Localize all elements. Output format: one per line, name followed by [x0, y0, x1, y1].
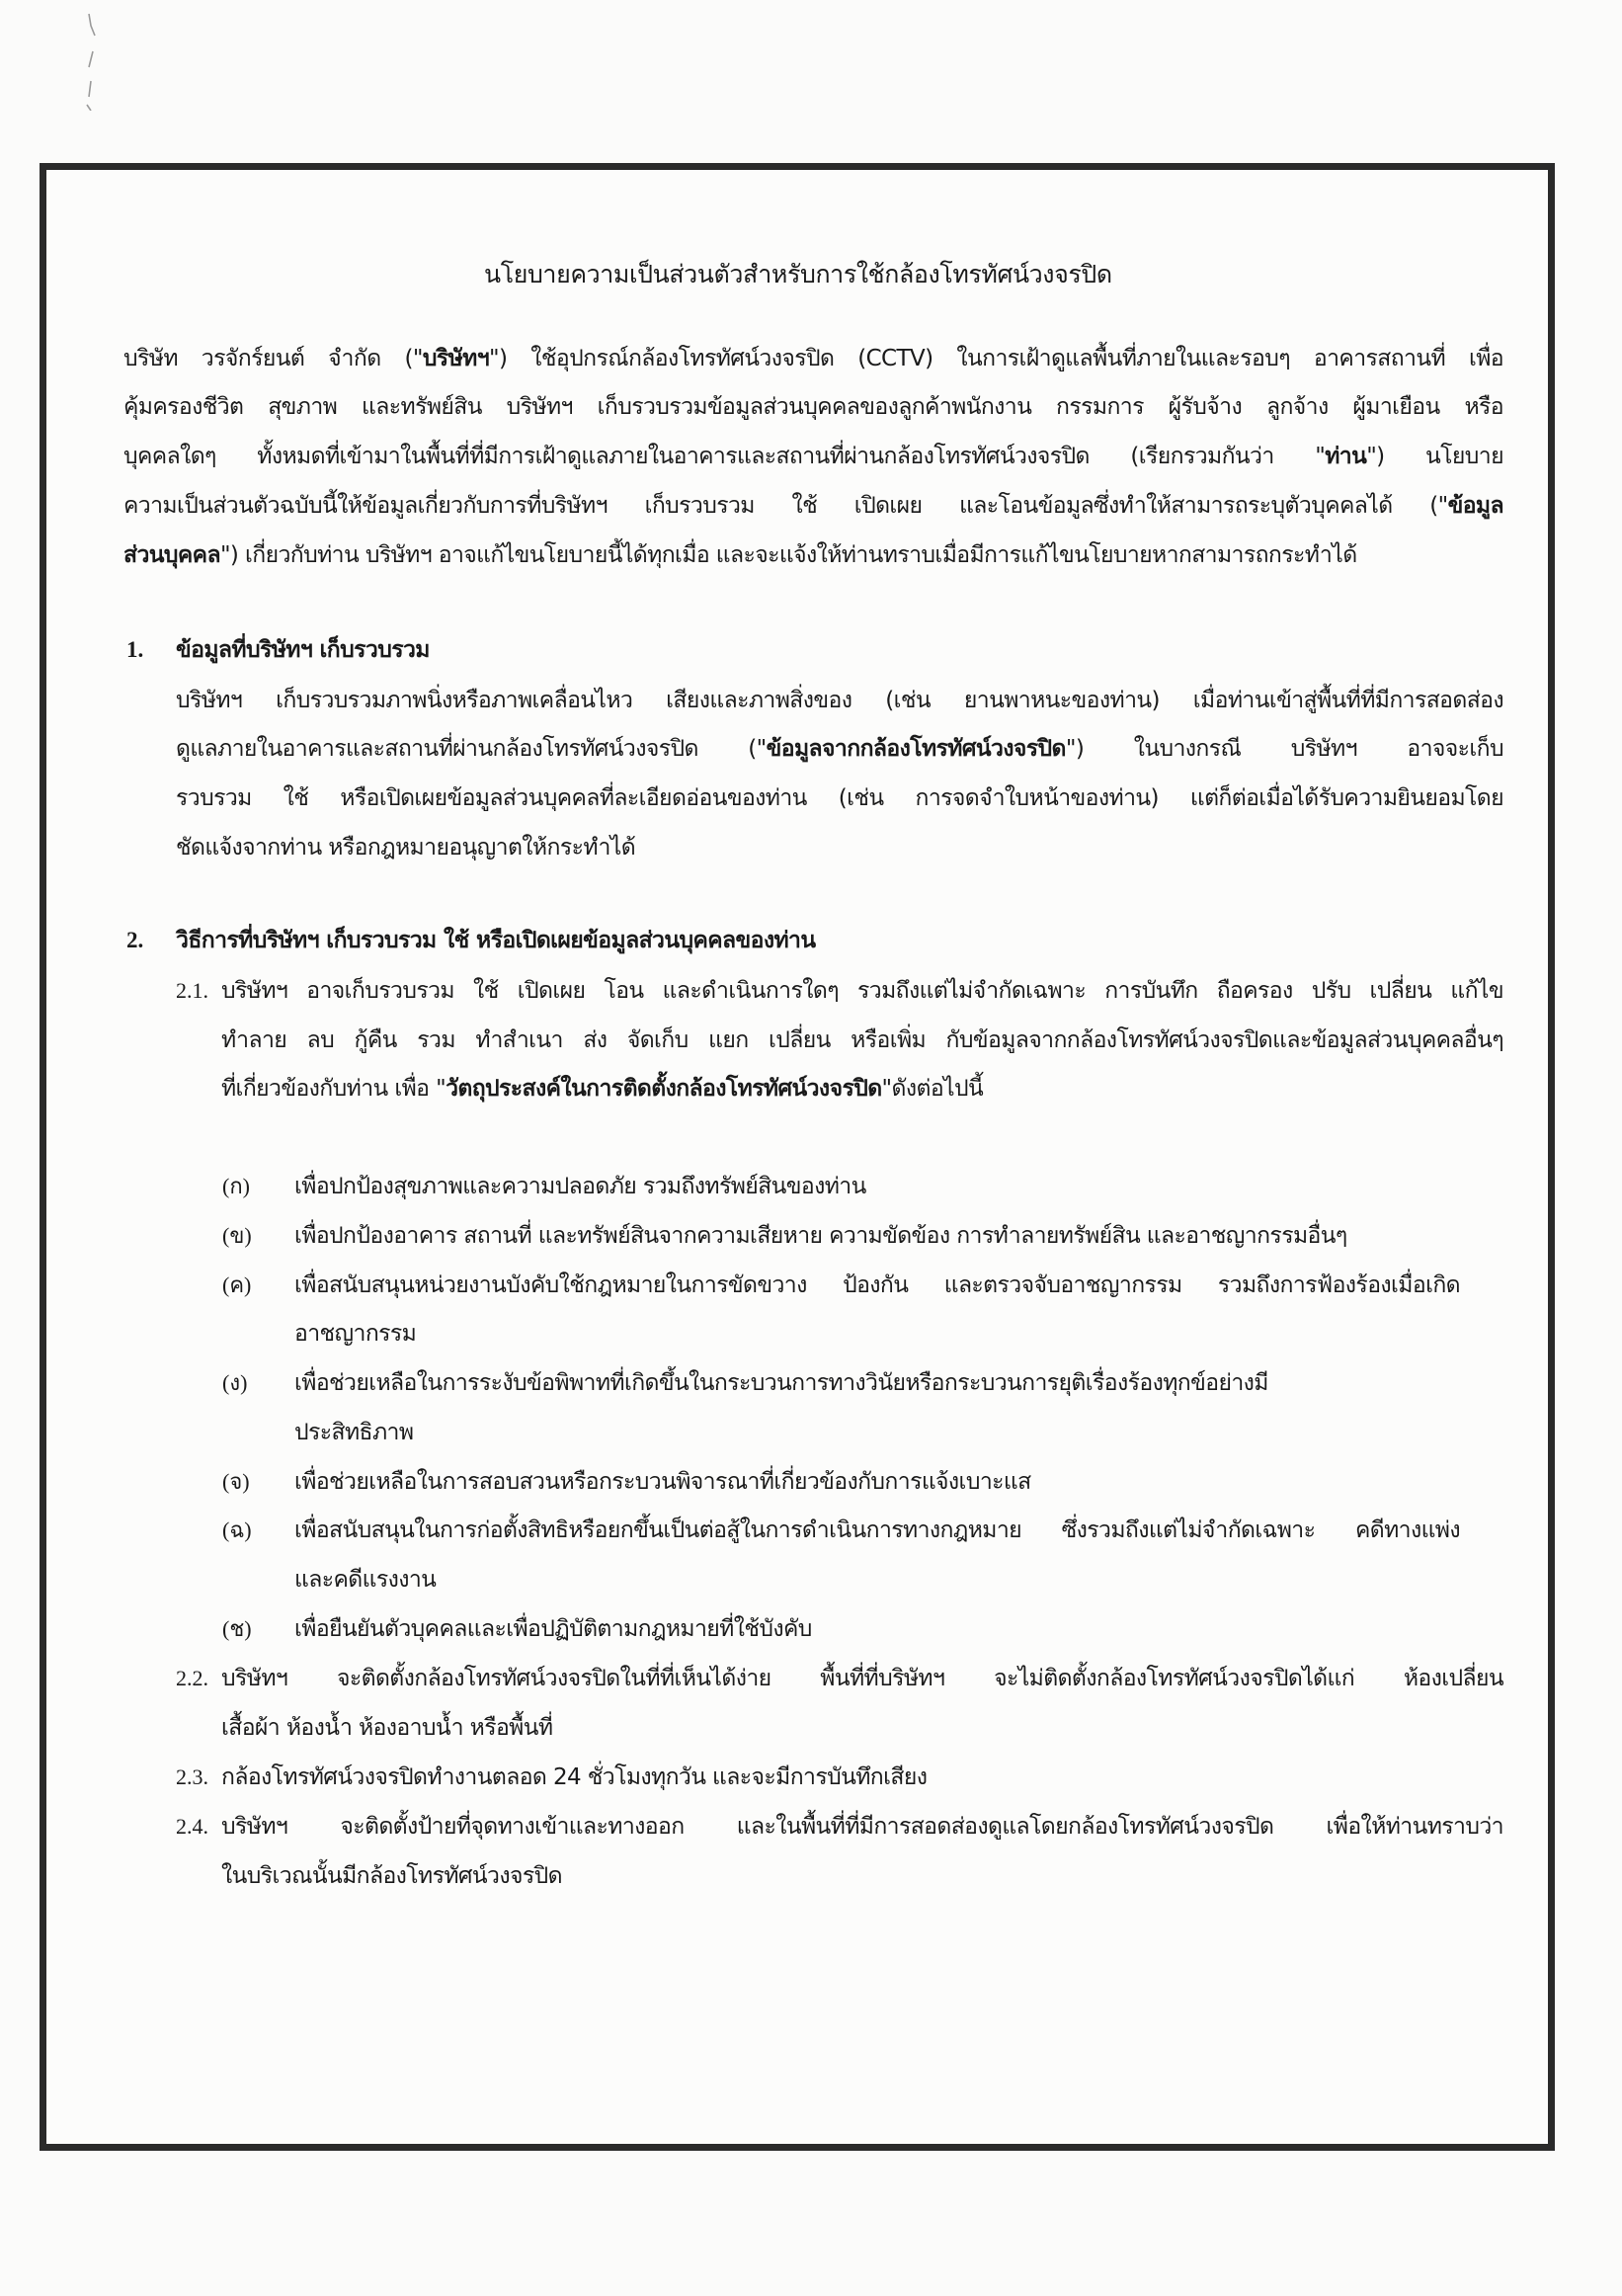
scan-artifact-mark [83, 12, 97, 111]
subsection-line [221, 1861, 562, 1891]
list-item-label: (ก) [222, 1174, 250, 1198]
text-run: บริษัท วรจักร์ยนต์ จำกัด (" [123, 346, 423, 371]
list-item-label: (ง) [222, 1370, 248, 1395]
section-number: 2. [126, 928, 144, 952]
list-item-text: เพื่อช่วยเหลือในการระงับข้อพิพาทที่เกิดขึ้นในกระบวนการทางวินัยหรือกระบวนการยุติเรื่องร้องทุกข์อย่างมี [294, 1370, 1268, 1396]
subsection-number: 2.3. [176, 1764, 208, 1789]
text-run: ทำลาย ลบ กู้คืน รวม ทำสำเนา ส่ง จัดเก็บ แยก เปลี่ยน หรือเพิ่ม กับข้อมูลจากกล้องโทรทัศน์วงจรปิดและข้อมูลส่วนบุคคลอื่นๆ [221, 1027, 1503, 1053]
list-item-label: (ฉ) [222, 1517, 252, 1542]
list-item-text: ประสิทธิภาพ [294, 1420, 414, 1445]
list-item-text: และคดีแรงงาน [294, 1567, 437, 1593]
document-title: นโยบายความเป็นส่วนตัวสำหรับการใช้กล้องโทรทัศน์วงจรปิด [484, 260, 1112, 288]
section-heading: ข้อมูลที่บริษัทฯ เก็บรวบรวม [176, 637, 430, 663]
subsection-line [221, 1713, 552, 1743]
subsection-line [221, 1664, 1503, 1693]
text-run: บริษัทฯ อาจเก็บรวบรวม ใช้ เปิดเผย โอน และดำเนินการใดๆ รวมถึงแต่ไม่จำกัดเฉพาะ การบันทึก ถือครอง ปรับ เปลี่ยน แก้ไข [221, 978, 1503, 1004]
preamble-line [123, 540, 1357, 570]
text-run: ") ใช้อุปกรณ์กล้องโทรทัศน์วงจรปิด (CCTV) ในการเฝ้าดูแลพื้นที่ภายในและรอบๆ อาคารสถานที่ เพื่อ [489, 346, 1503, 371]
text-run: ที่เกี่ยวข้องกับท่าน เพื่อ " [221, 1076, 446, 1102]
list-item-text: เพื่อยืนยันตัวบุคคลและเพื่อปฏิบัติตามกฎหมายที่ใช้บังคับ [294, 1616, 812, 1642]
text-run: ") เกี่ยวกับท่าน บริษัทฯ อาจแก้ไขนโยบายนี้ได้ทุกเมื่อ และจะแจ้งให้ท่านทราบเมื่อมีการแก้ไขนโยบายหากสามารถกระทำได้ [219, 542, 1357, 568]
list-item-text: เพื่อสนับสนุนในการก่อตั้งสิทธิหรือยกขึ้นเป็นต่อสู้ในการดำเนินการทางกฎหมาย ซึ่งรวมถึงแต่ไม่จำกัดเฉพาะ คดีทางแพ่ง [294, 1517, 1460, 1543]
subsection-number: 2.4. [176, 1814, 208, 1839]
text-run: คุ้มครองชีวิต สุขภาพ และทรัพย์สิน บริษัทฯ เก็บรวบรวมข้อมูลส่วนบุคคลของลูกค้าพนักงาน กรรมการ ผู้รับจ้าง ลูกจ้าง ผู้มาเยือน หรือ [123, 394, 1503, 420]
bold-term: ส่วนบุคคล [123, 542, 220, 568]
text-run: ในบริเวณนั้นมีกล้องโทรทัศน์วงจรปิด [221, 1863, 562, 1889]
text-run: "ดังต่อไปนี้ [881, 1076, 984, 1102]
section-body-line [176, 783, 1503, 813]
list-item-text: เพื่อปกป้องสุขภาพและความปลอดภัย รวมถึงทรัพย์สินของท่าน [294, 1174, 866, 1199]
list-item-text: อาชญากรรม [294, 1321, 417, 1347]
text-run: บริษัทฯ จะติดตั้งกล้องโทรทัศน์วงจรปิดในที่ที่เห็นได้ง่าย พื้นที่ที่บริษัทฯ จะไม่ติดตั้งกล้องโทรทัศน์วงจรปิดได้แก่ ห้องเปลี่ยน [221, 1666, 1503, 1691]
section-body-line [176, 686, 1503, 715]
text-run: รวบรวม ใช้ หรือเปิดเผยข้อมูลส่วนบุคคลที่ละเอียดอ่อนของท่าน (เช่น การจดจำใบหน้าของท่าน) แต่ก็ต่อเมื่อได้รับความยินยอมโดย [176, 785, 1503, 811]
text-run: ") ในบางกรณี บริษัทฯ อาจจะเก็บ [1065, 736, 1503, 762]
preamble-line [123, 392, 1503, 422]
section-body-line [176, 833, 635, 862]
subsection-line [221, 976, 1503, 1006]
list-item-label: (ค) [222, 1272, 252, 1297]
preamble-line [123, 442, 1503, 471]
text-run: บริษัทฯ เก็บรวบรวมภาพนิ่งหรือภาพเคลื่อนไหว เสียงและภาพสิ่งของ (เช่น ยานพาหนะของท่าน) เมื่อท่านเข้าสู่พื้นที่ที่มีการสอดส่อง [176, 688, 1503, 713]
text-run: ") นโยบาย [1366, 444, 1503, 469]
text-run: เสื้อผ้า ห้องน้ำ ห้องอาบน้ำ หรือพื้นที่ [221, 1715, 553, 1741]
bold-term: ข้อมูลจากกล้องโทรทัศน์วงจรปิด [766, 736, 1066, 762]
list-item-text: เพื่อปกป้องอาคาร สถานที่ และทรัพย์สินจากความเสียหาย ความขัดข้อง การทำลายทรัพย์สิน และอาชญากรรมอื่นๆ [294, 1223, 1347, 1249]
list-item-label: (ช) [222, 1616, 252, 1641]
subsection-number: 2.2. [176, 1666, 208, 1690]
text-run: บริษัทฯ จะติดตั้งป้ายที่จุดทางเข้าและทางออก และในพื้นที่ที่มีการสอดส่องดูแลโดยกล้องโทรทัศน์วงจรปิด เพื่อให้ท่านทราบว่า [221, 1814, 1503, 1840]
text-run: ดูแลภายในอาคารและสถานที่ผ่านกล้องโทรทัศน์วงจรปิด (" [176, 736, 767, 762]
subsection-number: 2.1. [176, 978, 208, 1003]
section-number: 1. [126, 637, 144, 662]
subsection-line [221, 1763, 927, 1792]
subsection-line [221, 1074, 983, 1104]
preamble-line [123, 491, 1503, 521]
list-item-text: เพื่อช่วยเหลือในการสอบสวนหรือกระบวนพิจารณาที่เกี่ยวข้องกับการแจ้งเบาะแส [294, 1469, 1031, 1495]
text-run: ชัดแจ้งจากท่าน หรือกฎหมายอนุญาตให้กระทำได้ [176, 835, 636, 861]
section-heading: วิธีการที่บริษัทฯ เก็บรวบรวม ใช้ หรือเปิดเผยข้อมูลส่วนบุคคลของท่าน [176, 928, 816, 953]
text-run: บุคคลใดๆ ทั้งหมดที่เข้ามาในพื้นที่ที่มีการเฝ้าดูแลภายในอาคารและสถานที่ผ่านกล้องโทรทัศน์วงจรปิด (เรียกรวมกันว่า " [123, 444, 1326, 469]
text-run: กล้องโทรทัศน์วงจรปิดทำงานตลอด 24 ชั่วโมงทุกวัน และจะมีการบันทึกเสียง [221, 1764, 928, 1790]
bold-term: ท่าน [1325, 444, 1367, 469]
list-item-label: (จ) [222, 1469, 250, 1494]
bold-term: ข้อมูล [1447, 493, 1503, 519]
subsection-line [221, 1812, 1503, 1842]
section-body-line [176, 734, 1503, 764]
list-item-label: (ข) [222, 1223, 252, 1248]
bold-term: วัตถุประสงค์ในการติดตั้งกล้องโทรทัศน์วงจรปิด [446, 1076, 882, 1102]
preamble-line [123, 344, 1503, 373]
bold-term: บริษัทฯ [422, 346, 490, 371]
subsection-line [221, 1025, 1503, 1055]
text-run: ความเป็นส่วนตัวฉบับนี้ให้ข้อมูลเกี่ยวกับการที่บริษัทฯ เก็บรวบรวม ใช้ เปิดเผย และโอนข้อมูลซึ่งทำให้สามารถระบุตัวบุคคลได้ (" [123, 493, 1448, 519]
list-item-text: เพื่อสนับสนุนหน่วยงานบังคับใช้กฎหมายในการขัดขวาง ป้องกัน และตรวจจับอาชญากรรม รวมถึงการฟ้องร้องเมื่อเกิด [294, 1272, 1460, 1298]
